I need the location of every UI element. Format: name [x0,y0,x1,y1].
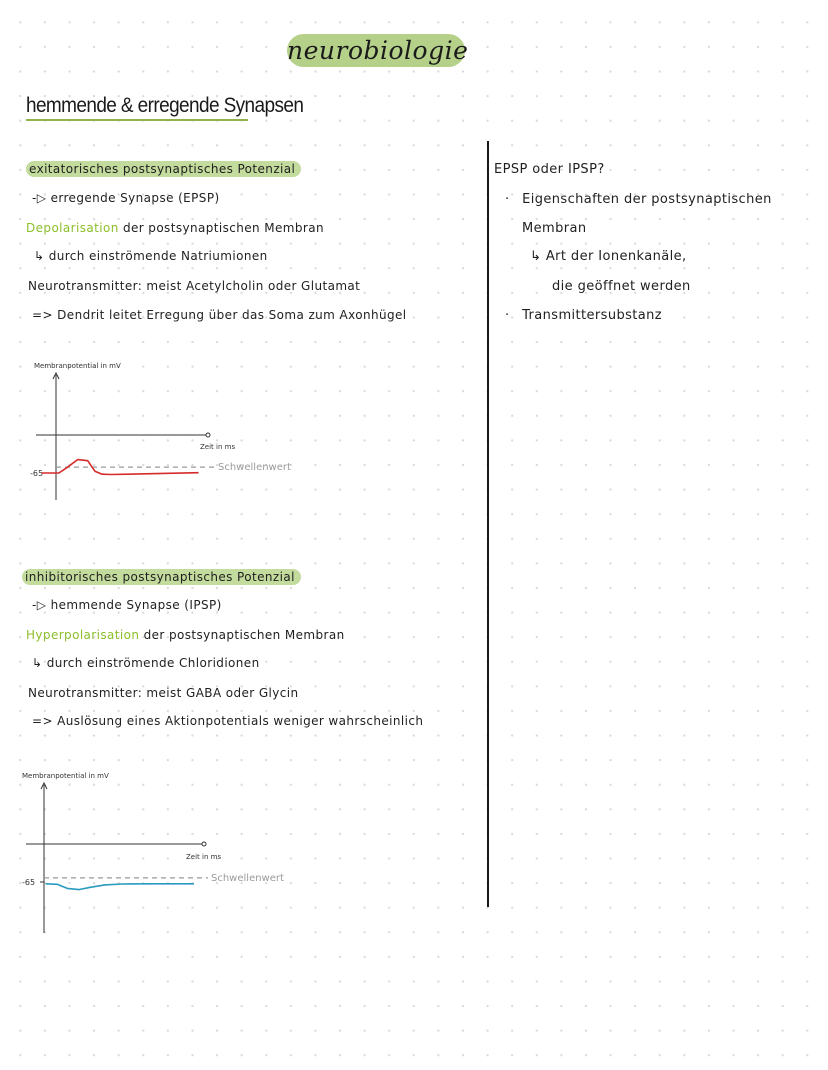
right-item-1-text: Eigenschaften der postsynaptischen [522,192,772,207]
ipsp-title-text: inhibitorisches postsynaptisches Potenzial [22,569,301,585]
ipsp-chart [10,765,310,940]
ipsp-ions-text: durch einströmende Chloridionen [46,656,260,670]
epsp-line-4: Neurotransmitter: meist Acetylcholin oder Glutamat [28,279,361,293]
epsp-synapse-text: erregende Synapse (EPSP) [50,191,220,205]
ipsp-line-4: Neurotransmitter: meist GABA oder Glycin [28,686,299,700]
right-item-2-text: Transmittersubstanz [522,308,663,323]
epsp-ions-text: durch einströmende Natriumionen [48,249,268,263]
epsp-xlabel: Zeit in ms [200,443,236,451]
epsp-line-5 [32,308,407,322]
column-divider [487,141,489,907]
bullet-icon: · [505,308,510,323]
epsp-ylabel: Membranpotential in mV [34,362,121,370]
ipsp-synapse-text: hemmende Synapse (IPSP) [50,598,222,612]
epsp-line-2 [26,221,324,235]
ipsp-line-1 [32,598,222,612]
ipsp-line-3 [32,656,260,670]
implies-icon: => [32,308,53,322]
right-item-1c [530,249,687,264]
ipsp-conclusion-text: Auslösung eines Aktionpotentials weniger wahrscheinlich [57,714,424,728]
epsp-chart [20,355,320,515]
right-item-2 [505,308,662,323]
epsp-threshold-label: Schwellenwert [218,462,291,474]
ipsp-x-axis-end [202,842,206,846]
ipsp-title [22,570,301,584]
arrow-icon: -▷ [32,598,47,612]
bullet-icon: · [505,192,510,207]
sub-arrow-icon: ↳ [34,249,45,263]
ipsp-ylabel: Membranpotential in mV [22,772,109,780]
right-item-1c-text: Art der Ionenkanäle, [545,249,687,264]
epsp-title-text: exitatorisches postsynaptisches Potenzial [26,161,301,177]
depolarisation-rest: der postsynaptischen Membran [122,221,324,235]
ipsp-line-2 [26,628,345,642]
right-title: EPSP oder IPSP? [494,162,605,177]
ipsp-xlabel: Zeit in ms [186,853,222,861]
ipsp-ytick-label: -65 [22,878,36,887]
right-item-1 [505,192,772,207]
arrow-icon: -▷ [32,191,47,205]
section-heading: hemmende & erregende Synapsen [26,94,304,118]
hyperpolarisation-rest: der postsynaptischen Membran [143,628,345,642]
epsp-ytick-label: -65 [30,469,44,478]
page-title: neurobiologie [287,36,469,65]
hyperpolarisation-word: Hyperpolarisation [26,628,140,642]
ipsp-threshold-label: Schwellenwert [211,872,284,884]
sub-arrow-icon: ↳ [530,249,542,264]
depolarisation-word: Depolarisation [26,221,119,235]
ipsp-series-line [46,884,194,890]
epsp-x-axis-end [206,433,210,437]
right-item-1d: die geöffnet werden [552,279,691,294]
implies-icon: => [32,714,53,728]
epsp-line-1 [32,191,220,205]
right-item-1b: Membran [522,221,587,236]
ipsp-line-5 [32,714,423,728]
heading-underline [26,119,248,121]
epsp-title [26,162,301,176]
sub-arrow-icon: ↳ [32,656,43,670]
epsp-conclusion-text: Dendrit leitet Erregung über das Soma zum Axonhügel [57,308,407,322]
epsp-line-3 [34,249,268,263]
